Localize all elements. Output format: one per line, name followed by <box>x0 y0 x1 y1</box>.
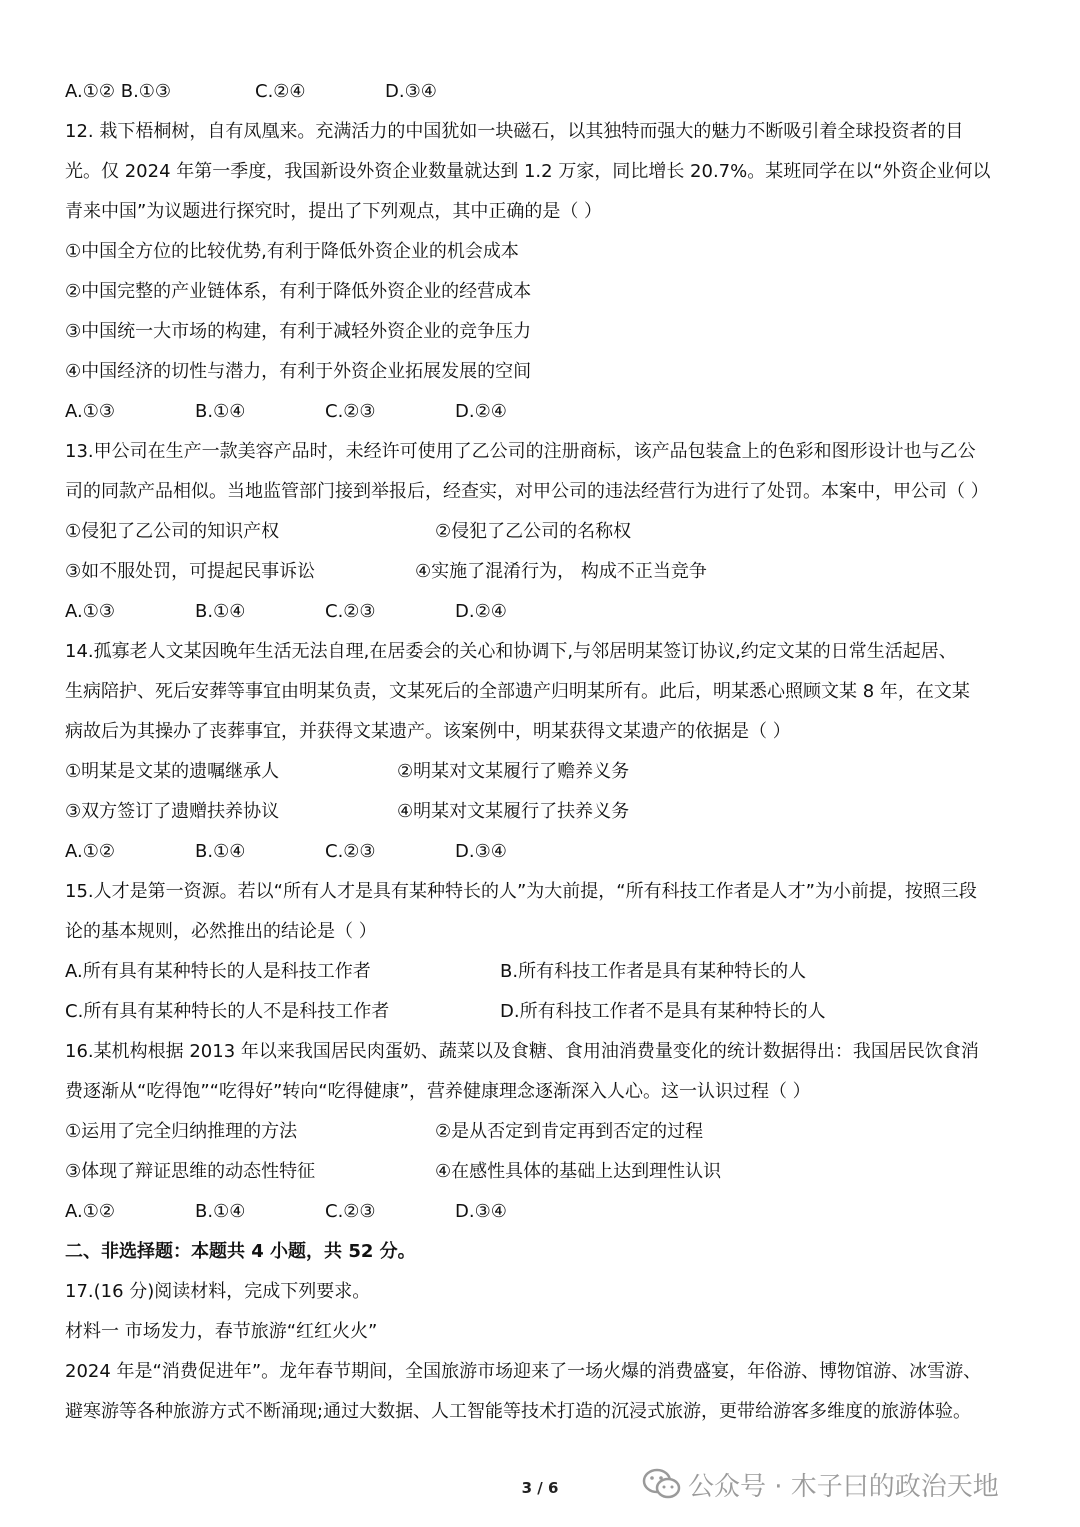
q12-option-d: D.②④ <box>455 401 507 422</box>
q13-option-b: B.①④ <box>195 601 246 622</box>
q12-option-b: B.①④ <box>195 401 246 422</box>
q14-stem-line-2: 生病陪护、死后安葬等事宜由明某负责，文某死后的全部遗产归明某所有。此后，明某悉心照顾文某 8 年，在文某 <box>65 681 970 702</box>
q12-stem-line-3: 青来中国”为议题进行探究时，提出了下列观点，其中正确的是（ ） <box>65 201 603 222</box>
q14-stem-line-3: 病故后为其操办了丧葬事宜，并获得文某遗产。该案例中，明某获得文某遗产的依据是（ ） <box>65 721 791 742</box>
q11-option-c: C.②④ <box>255 81 306 102</box>
q13-option-c: C.②③ <box>325 601 376 622</box>
q12-stem-line-1: 12. 栽下梧桐树，自有凤凰来。充满活力的中国犹如一块磁石，以其独特而强大的魅力不断吸引着全球投资者的目 <box>65 121 964 142</box>
page-number: 3 / 6 <box>521 1479 559 1497</box>
q11-option-d: D.③④ <box>385 81 437 102</box>
q17-instruction: 17.(16 分)阅读材料，完成下列要求。 <box>65 1281 371 1302</box>
q13-option-d: D.②④ <box>455 601 507 622</box>
q12-statement-2: ②中国完整的产业链体系，有利于降低外资企业的经营成本 <box>65 281 532 302</box>
wechat-icon <box>642 1467 682 1501</box>
q13-statement-4: ④实施了混淆行为， 构成不正当竞争 <box>415 561 707 582</box>
q16-statement-2: ②是从否定到肯定再到否定的过程 <box>435 1121 704 1142</box>
q13-statement-3: ③如不服处罚，可提起民事诉讼 <box>65 561 316 582</box>
watermark-text: 公众号 · 木子曰的政治天地 <box>688 1471 999 1502</box>
q17-material-title: 材料一 市场发力，春节旅游“红红火火” <box>65 1321 378 1342</box>
q17-material-line-2: 避寒游等各种旅游方式不断涌现;通过大数据、人工智能等技术打造的沉浸式旅游，更带给游客多维度的旅游体验。 <box>65 1401 972 1422</box>
q15-option-a: A.所有具有某种特长的人是科技工作者 <box>65 961 371 982</box>
q16-option-b: B.①④ <box>195 1201 246 1222</box>
q14-option-c: C.②③ <box>325 841 376 862</box>
q13-statement-2: ②侵犯了乙公司的名称权 <box>435 521 632 542</box>
q13-statement-1: ①侵犯了乙公司的知识产权 <box>65 521 280 542</box>
q15-option-d: D.所有科技工作者不是具有某种特长的人 <box>500 1001 826 1022</box>
q14-option-a: A.①② <box>65 841 115 862</box>
q14-statement-1: ①明某是文某的遗嘱继承人 <box>65 761 280 782</box>
q16-statement-1: ①运用了完全归纳推理的方法 <box>65 1121 298 1142</box>
q15-option-b: B.所有科技工作者是具有某种特长的人 <box>500 961 807 982</box>
q15-option-c: C.所有具有某种特长的人不是科技工作者 <box>65 1001 390 1022</box>
q14-statement-3: ③双方签订了遗赠扶养协议 <box>65 801 280 822</box>
q14-statement-4: ④明某对文某履行了扶养义务 <box>397 801 630 822</box>
q14-option-b: B.①④ <box>195 841 246 862</box>
q13-stem-line-1: 13.甲公司在生产一款美容产品时，未经许可使用了乙公司的注册商标，该产品包装盒上的色彩和图形设计也与乙公 <box>65 441 976 462</box>
q12-option-a: A.①③ <box>65 401 115 422</box>
q14-option-d: D.③④ <box>455 841 507 862</box>
watermark <box>642 1464 999 1504</box>
q16-statement-3: ③体现了辩证思维的动态性特征 <box>65 1161 316 1182</box>
q12-option-c: C.②③ <box>325 401 376 422</box>
q16-stem-line-1: 16.某机构根据 2013 年以来我国居民肉蛋奶、蔬菜以及食糖、食用油消费量变化的统计数据得出：我国居民饮食消 <box>65 1041 979 1062</box>
q16-statement-4: ④在感性具体的基础上达到理性认识 <box>435 1161 722 1182</box>
q16-option-d: D.③④ <box>455 1201 507 1222</box>
q13-option-a: A.①③ <box>65 601 115 622</box>
q12-statement-3: ③中国统一大市场的构建，有利于减轻外资企业的竞争压力 <box>65 321 532 342</box>
q12-stem-line-2: 光。仅 2024 年第一季度，我国新设外资企业数量就达到 1.2 万家，同比增长 20.7%。某班同学在以“外资企业何以 <box>65 161 991 182</box>
q14-stem-line-1: 14.孤寡老人文某因晚年生活无法自理,在居委会的关心和协调下,与邻居明某签订协议,约定文某的日常生活起居、 <box>65 641 957 662</box>
q16-option-c: C.②③ <box>325 1201 376 1222</box>
q12-statement-4: ④中国经济的切性与潜力，有利于外资企业拓展发展的空间 <box>65 361 532 382</box>
q16-stem-line-2: 费逐渐从“吃得饱”“吃得好”转向“吃得健康”，营养健康理念逐渐深入人心。这一认识过程（ ） <box>65 1081 811 1102</box>
q13-stem-line-2: 司的同款产品相似。当地监管部门接到举报后，经查实，对甲公司的违法经营行为进行了处罚。本案中，甲公司（ ） <box>65 481 989 502</box>
q11-option-ab: A.①② B.①③ <box>65 81 172 102</box>
section-heading: 二、非选择题：本题共 4 小题，共 52 分。 <box>65 1241 416 1262</box>
q15-stem-line-2: 论的基本规则，必然推出的结论是（ ） <box>65 921 377 942</box>
q14-statement-2: ②明某对文某履行了赡养义务 <box>397 761 630 782</box>
q17-material-line-1: 2024 年是“消费促进年”。龙年春节期间，全国旅游市场迎来了一场火爆的消费盛宴，年俗游、博物馆游、冰雪游、 <box>65 1361 982 1382</box>
q12-statement-1: ①中国全方位的比较优势,有利于降低外资企业的机会成本 <box>65 241 519 262</box>
q16-option-a: A.①② <box>65 1201 115 1222</box>
q15-stem-line-1: 15.人才是第一资源。若以“所有人才是具有某种特长的人”为大前提，“所有科技工作者是人才”为小前提，按照三段 <box>65 881 977 902</box>
